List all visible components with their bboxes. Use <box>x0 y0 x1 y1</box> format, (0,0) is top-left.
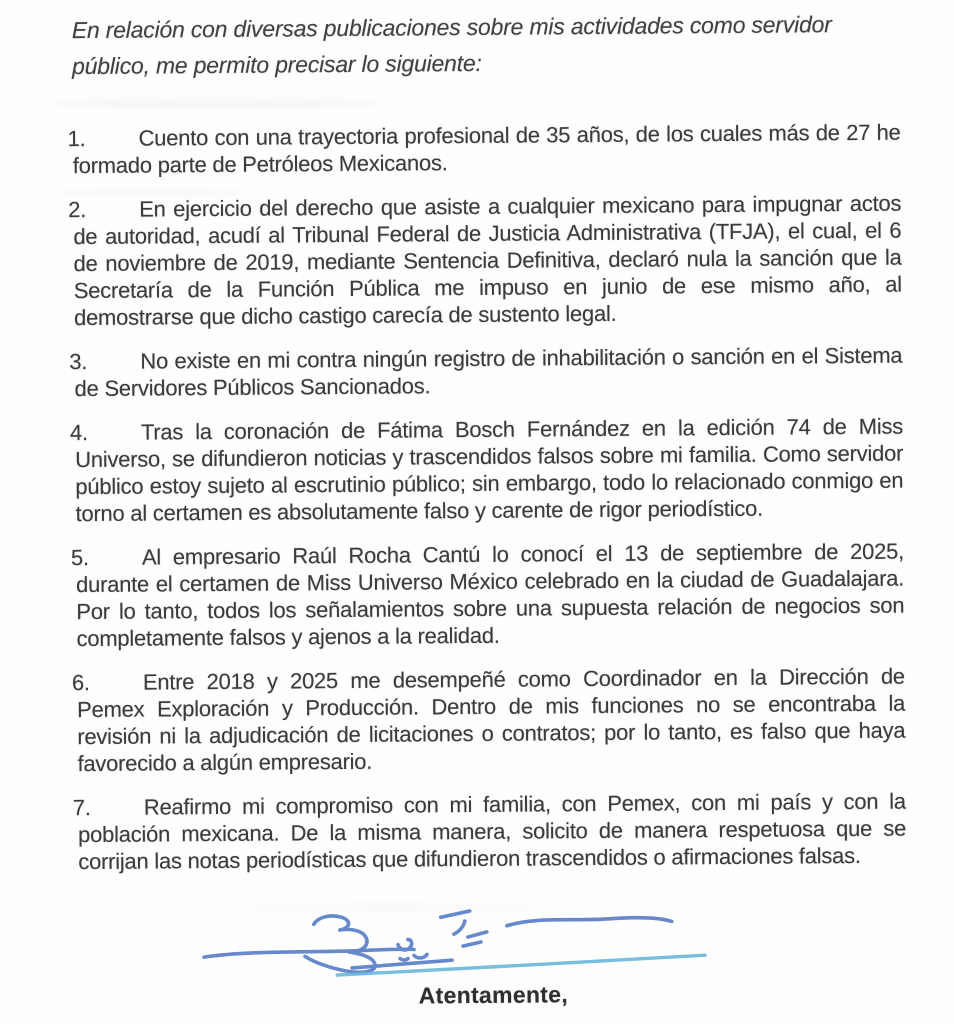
signature-area <box>202 895 908 985</box>
paragraph-2-number: 2. <box>68 197 87 223</box>
paragraph-2 <box>68 190 902 331</box>
paragraph-7-number: 7. <box>72 795 91 821</box>
paragraph-1-number: 1. <box>67 126 86 152</box>
paragraph-5-text: Al empresario Raúl Rocha Cantú lo conocí el 13 de septiembre de 2025, durante el certamen de Miss Universo México celebrado en la ciudad de Guadalajara. Por lo tanto, todos los señalamientos sobre una supuesta relación de negocios son completamente falsos y ajenos a la realidad. <box>76 538 905 652</box>
paragraph-7-text: Reafirmo mi compromiso con mi familia, con Pemex, con mi país y con la población mexicana. De la misma manera, solicito de manera respetuosa que se corrijan las notas periodísticas que difundieron trascendidos o afirmaciones falsas. <box>77 788 907 875</box>
paragraph-1 <box>67 119 901 180</box>
closing-salutation: Atentamente, <box>418 981 569 1009</box>
paragraph-7 <box>72 788 907 876</box>
paragraph-3-number: 3. <box>69 349 88 375</box>
paragraph-6 <box>71 663 906 777</box>
paragraph-4-number: 4. <box>69 420 88 446</box>
paragraph-4 <box>69 413 904 527</box>
paragraph-4-text: Tras la coronación de Fátima Bosch Fernández en la edición 74 de Miss Universo, se difundieron noticias y trascendidos falsos sobre mi familia. Como servidor público estoy sujeto al escrutinio público; sin embargo, todo lo relacionado conmigo en torno al certamen es absolutamente falso y carente de rigor periodístico. <box>75 413 904 527</box>
paragraph-2-text: En ejercicio del derecho que asiste a cualquier mexicano para impugnar actos de autoridad, acudí al Tribunal Federal de Justicia Administrativa (TFJA), el cual, el 6 de noviembre de 2019, mediante Sentencia Definitiva, declaró nula la sanción que la Secretaría de la Función Pública me impuso en junio de ese mismo año, al demostrarse que dicho castigo carecía de sustento legal. <box>73 190 902 331</box>
paragraph-6-text: Entre 2018 y 2025 me desempeñé como Coordinador en la Dirección de Pemex Exploración y Producción. Dentro de mis funciones no se encontraba la revisión ni la adjudicación de licitaciones o contratos; por lo tanto, es falso que haya favorecido a algún empresario. <box>77 663 906 777</box>
paragraph-5 <box>70 538 905 652</box>
paragraph-6-number: 6. <box>71 670 90 696</box>
handwritten-signature-image <box>202 896 723 984</box>
paragraph-1-text: Cuento con una trayectoria profesional de 35 años, de los cuales más de 27 he formado parte de Petróleos Mexicanos. <box>72 119 901 179</box>
paragraph-5-number: 5. <box>70 545 89 571</box>
intro-paragraph: En relación con diversas publicaciones sobre mis actividades como servidor público, me permito precisar lo siguiente: <box>71 11 832 80</box>
signature-ink-strokes <box>204 909 672 973</box>
paragraph-3 <box>69 342 903 403</box>
paragraph-3-text: No existe en mi contra ningún registro de inhabilitación o sanción en el Sistema de Servidores Públicos Sancionados. <box>74 342 903 402</box>
